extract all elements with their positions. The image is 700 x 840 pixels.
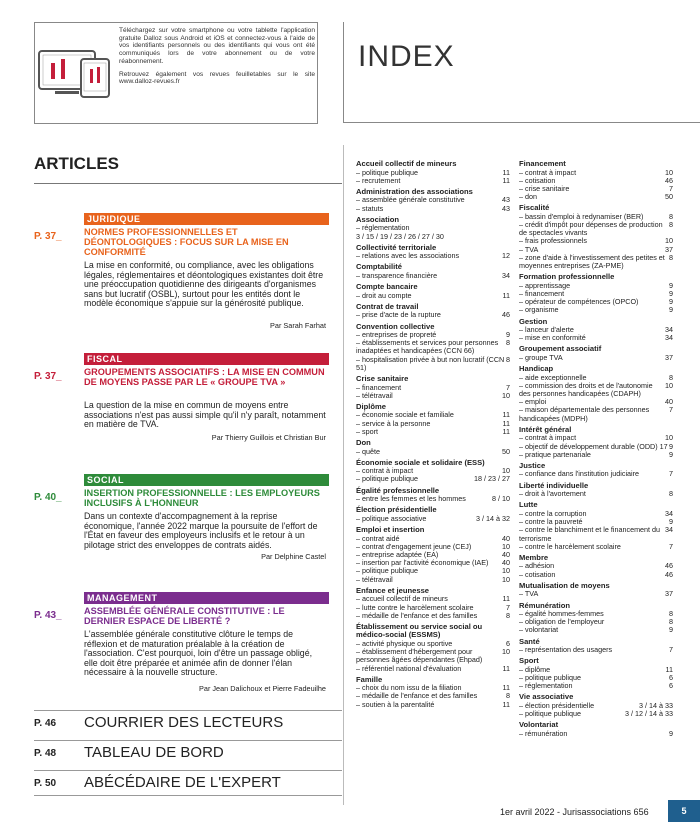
index-entry-label: – médaille de l'enfance et des familles — [356, 691, 478, 701]
index-heading: Vie associative — [519, 692, 574, 702]
index-entry[interactable] — [519, 710, 673, 718]
index-entry-label: – accueil collectif de mineurs — [356, 594, 448, 604]
index-column-left — [356, 157, 510, 709]
index-heading: Financement — [519, 159, 566, 168]
page-row-abecedaire[interactable] — [34, 770, 342, 796]
footer-issue: 1er avril 2022 - Jurisassociations 656 — [500, 807, 649, 817]
article-management[interactable] — [34, 592, 326, 704]
index-entry-page: 40 — [502, 549, 510, 559]
page-row-label[interactable]: ABÉCÉDAIRE DE L'EXPERT — [84, 774, 281, 791]
index-heading: Comptabilité — [356, 262, 402, 272]
index-entry[interactable] — [519, 306, 673, 314]
index-entry[interactable] — [519, 490, 673, 498]
index-entry-label: – contrat à impact — [356, 466, 414, 476]
index-entry-label: – rémunération — [519, 728, 568, 738]
index-entry-label: – commission des droits et de l'autonomie des personnes handicapées (CDAPH) — [519, 380, 653, 399]
index-entry-label: – mise en conformité — [519, 333, 586, 343]
article-author: Par Jean Dalichoux et Pierre Fadeuilhe — [199, 684, 326, 693]
article-social[interactable] — [34, 474, 326, 574]
index-entry[interactable] — [519, 185, 673, 193]
index-entry-page: 40 — [502, 533, 510, 543]
index-entry-page: 7 — [669, 469, 673, 479]
index-entry-page: 10 — [665, 236, 673, 246]
section-bar-fiscal: FISCAL — [84, 353, 329, 365]
index-heading: Élection présidentielle — [356, 505, 437, 515]
index-entry[interactable] — [356, 448, 510, 456]
page-row-ref: P. 46 — [34, 718, 57, 729]
index-heading: Famille — [356, 674, 383, 684]
article-title[interactable]: NORMES PROFESSIONNELLES ET DÉONTOLOGIQUES : FOCUS SUR LA MISE EN CONFORMITÉ — [84, 227, 289, 257]
index-entry-page: 8 / 10 — [492, 494, 510, 504]
index-entry-label: – égalité hommes-femmes — [519, 609, 604, 619]
index-entry-label: – politique publique — [356, 566, 418, 576]
index-entry-label: – groupe TVA — [519, 352, 563, 362]
article-juridique[interactable] — [34, 213, 326, 333]
index-heading: Égalité professionnelle — [356, 485, 440, 495]
app-promo-box — [34, 22, 318, 124]
article-title[interactable]: ASSEMBLÉE GÉNÉRALE CONSTITUTIVE : LE DERNIER ESPACE DE LIBERTÉ ? — [84, 606, 285, 626]
index-entry-label: – transparence financière — [356, 270, 438, 280]
index-column-right — [519, 157, 673, 738]
index-entry-label: – zone d'aide à l'investissement des petites et moyennes entreprises (ZA-PME) — [519, 252, 665, 271]
index-entry-page: 10 — [502, 466, 510, 476]
index-entry-page: 9 — [669, 441, 673, 451]
article-author: Par Sarah Farhat — [270, 321, 326, 330]
index-entry[interactable] — [356, 205, 510, 213]
article-page-ref: P. 43_ — [34, 610, 62, 621]
index-entry-label: – contre la corruption — [519, 508, 587, 518]
index-entry[interactable] — [356, 576, 510, 584]
index-entry-label: – lanceur d'alerte — [519, 325, 574, 335]
index-entry-page: 9 — [506, 330, 510, 340]
article-title[interactable]: GROUPEMENTS ASSOCIATIFS : LA MISE EN COMMUN DE MOYENS PASSE PAR LE « GROUPE TVA » — [84, 367, 325, 387]
index-entry-page: 8 — [669, 489, 673, 499]
index-heading: Diplôme — [356, 401, 386, 411]
section-bar-social: SOCIAL — [84, 474, 329, 486]
article-page-ref: P. 37_ — [34, 371, 62, 382]
index-entry-label: – contrat d'engagement jeune (CEJ) — [356, 541, 472, 551]
index-heading: Groupement associatif — [519, 344, 602, 354]
index-entry[interactable] — [519, 406, 673, 422]
index-heading: Fiscalité — [519, 203, 550, 213]
index-entry-page: 11 — [665, 664, 673, 674]
index-entry[interactable] — [519, 730, 673, 738]
index-entry-page: 9 — [669, 728, 673, 738]
article-summary: L'assemblée générale constitutive clôture le temps de réflexion et de maturation préalable à la création de l'association. C'est pourquoi, loin d'être un passage obligé, elle doit être préparée et animée afin de donner l'élan nécessaire à la nouvelle structure. — [84, 629, 313, 678]
index-heading: Formation professionnelle — [519, 272, 615, 282]
index-entry-label: – activité physique ou sportive — [356, 638, 453, 648]
index-entry-label: – recrutement — [356, 175, 401, 185]
index-entry-page: 3 / 14 à 33 — [639, 700, 673, 710]
index-entry-label: – contre le blanchiment et le financement du terrorisme — [519, 525, 661, 543]
index-entry-page: 11 — [502, 426, 510, 436]
index-entry-page: 8 — [669, 220, 673, 230]
index-entry[interactable] — [356, 665, 510, 673]
promo-text — [119, 27, 315, 91]
index-entry-page: 11 — [502, 290, 510, 300]
devices-icon — [37, 45, 115, 101]
index-entry[interactable] — [519, 682, 673, 690]
index-entry[interactable] — [356, 701, 510, 709]
index-entry-page: 7 — [669, 405, 673, 415]
index-entry-label: – choix du nom issu de la filiation — [356, 683, 462, 693]
index-entry-label: – contrat à impact — [519, 433, 577, 443]
index-entry[interactable] — [356, 515, 510, 523]
index-entry-page: 8 — [506, 354, 510, 364]
index-heading: Emploi et insertion — [356, 525, 425, 535]
index-entry-page: 11 — [502, 594, 510, 604]
index-entry-label: – médaille de l'enfance et des familles — [356, 610, 478, 620]
index-entry-page: 10 — [502, 566, 510, 576]
article-title[interactable]: INSERTION PROFESSIONNELLE : LES EMPLOYEURS INCLUSIFS À L'HONNEUR — [84, 488, 320, 508]
page-row-label[interactable]: COURRIER DES LECTEURS — [84, 714, 284, 731]
index-entry-page: 7 — [506, 602, 510, 612]
index-entry-label: – établissement d'hébergement pour personnes âgées dépendantes (Ehpad) — [356, 647, 483, 665]
index-entry-label: – entreprises de propreté — [356, 330, 437, 340]
index-entry[interactable] — [356, 272, 510, 280]
page-row-courrier[interactable] — [34, 710, 342, 735]
index-entry-label: – maison départementale des personnes handicapées (MDPH) — [519, 405, 650, 423]
index-entry-page: 37 — [665, 352, 673, 362]
index-entry-label: – économie sociale et familiale — [356, 410, 454, 420]
index-entry-label: – contrat à impact — [519, 167, 577, 177]
index-entry-page: 34 — [665, 525, 673, 535]
index-entry-label: – hospitalisation privée à but non lucratif (CCN 51) — [356, 354, 505, 372]
index-heading: Mutualisation de moyens — [519, 580, 610, 590]
index-heading: Volontariat — [519, 720, 559, 730]
index-entry-label: – diplôme — [519, 664, 551, 674]
index-entry-page: 43 — [502, 203, 510, 213]
index-entry-label: – entre les femmes et les hommes — [356, 494, 466, 504]
page-number-badge: 5 — [668, 800, 700, 822]
index-entry-label: – politique publique — [356, 474, 418, 484]
index-entry-page: 40 — [665, 397, 673, 407]
index-entry-label: – soutien à la parentalité — [356, 699, 435, 709]
index-entry-label: – financement — [519, 288, 565, 298]
index-entry[interactable] — [519, 237, 673, 245]
index-entry-label: – cotisation — [519, 175, 556, 185]
index-entry-label: – crédit d'impôt pour dépenses de production de spectacles vivants — [519, 220, 663, 238]
index-entry-page: 10 — [665, 167, 673, 177]
index-heading: Handicap — [519, 364, 554, 374]
index-entry[interactable] — [519, 221, 673, 237]
index-entry-label: – réglementation — [519, 681, 573, 691]
index-entry-label: – prise d'acte de la rupture — [356, 310, 441, 320]
index-entry-label: – financement — [356, 382, 402, 392]
index-entry-page: 9 — [669, 305, 673, 315]
index-entry[interactable] — [519, 646, 673, 654]
index-heading: Enfance et jeunesse — [356, 585, 430, 595]
index-entry-label: – relations avec les associations — [356, 251, 460, 261]
index-entry-page: 11 — [502, 167, 510, 177]
index-entry-label: – frais professionnels — [519, 236, 587, 246]
index-entry[interactable] — [519, 334, 673, 342]
index-heading: Collectivité territoriale — [356, 242, 437, 252]
index-entry-page: 11 — [502, 683, 510, 693]
index-entry-label: – confiance dans l'institution judiciaire — [519, 469, 640, 479]
index-entry-page: 8 — [506, 691, 510, 701]
index-entry-page: 8 — [669, 372, 673, 382]
index-entry[interactable] — [356, 495, 510, 503]
index-entry-page: 8 — [506, 610, 510, 620]
index-entry-page: 3 / 14 à 32 — [476, 513, 510, 523]
index-entry[interactable] — [519, 451, 673, 459]
index-entry-page: 10 — [502, 647, 510, 657]
index-entry-page: 43 — [502, 195, 510, 205]
index-entry-page: 9 — [669, 449, 673, 459]
page-row-ref: P. 50 — [34, 778, 57, 789]
index-entry-page: 6 — [669, 673, 673, 683]
index-entry-label: – statuts — [356, 203, 384, 213]
index-entry[interactable] — [519, 382, 673, 398]
index-entry-page: 10 — [665, 380, 673, 390]
index-heading: Intérêt général — [519, 424, 572, 434]
section-bar-juridique: JURIDIQUE — [84, 213, 329, 225]
index-entry[interactable] — [356, 233, 510, 241]
index-heading: Convention collective — [356, 321, 435, 331]
article-page-ref: P. 37_ — [34, 231, 62, 242]
index-entry-page: 10 — [665, 433, 673, 443]
index-entry-label: – droit à l'avortement — [519, 489, 586, 499]
index-heading: Sport — [519, 656, 539, 666]
index-entry-label: – apprentissage — [519, 280, 571, 290]
promo-paragraph-1: Téléchargez sur votre smartphone ou votre tablette l'application gratuite Dalloz sous Android et iOS et connectez-vous à l'aide de vos identifiants personnels ou des identifiants qui vous ont été communiqués lors de votre abonnement ou de votre réabonnement. — [119, 27, 315, 65]
article-summary: La question de la mise en commun de moyens entre associations n'est pas aussi simple qu'il n'y paraît, notamment en matière de TVA. — [84, 400, 326, 430]
index-entry-page: 11 — [502, 663, 510, 673]
index-heading: Accueil collectif de mineurs — [356, 159, 457, 168]
index-entry[interactable] — [356, 311, 510, 319]
index-entry-page: 34 — [502, 270, 510, 280]
index-entry-page: 8 — [669, 617, 673, 627]
index-entry[interactable] — [356, 648, 510, 664]
index-entry-page: 37 — [665, 589, 673, 599]
index-entry-label: – sport — [356, 426, 378, 436]
articles-divider — [34, 183, 342, 184]
index-entry-label: – crise sanitaire — [519, 183, 570, 193]
index-entry-label: – obligation de l'employeur — [519, 617, 605, 627]
index-entry-label: – élection présidentielle — [519, 700, 595, 710]
index-entry-label: – pratique partenariale — [519, 449, 591, 459]
index-entry-label: – politique publique — [519, 709, 581, 719]
index-entry-label: – volontariat — [519, 625, 559, 635]
index-entry-page: 7 — [669, 645, 673, 655]
index-entry-page: 11 — [502, 410, 510, 420]
page-row-label[interactable]: TABLEAU DE BORD — [84, 744, 224, 761]
index-entry-label: – lutte contre le harcèlement scolaire — [356, 602, 474, 612]
index-entry-label: – contrat aidé — [356, 533, 400, 543]
index-entry-page: 46 — [665, 175, 673, 185]
index-entry-page: 11 — [502, 175, 510, 185]
index-entry[interactable] — [356, 420, 510, 428]
index-entry-page: 37 — [665, 244, 673, 254]
index-heading: Membre — [519, 552, 549, 562]
index-entry[interactable] — [356, 339, 510, 355]
index-entry[interactable] — [356, 292, 510, 300]
index-heading: Contrat de travail — [356, 301, 419, 311]
index-heading: Don — [356, 438, 371, 448]
index-entry-page: 46 — [665, 569, 673, 579]
index-heading: Rémunération — [519, 600, 571, 610]
index-entry-label: – TVA — [519, 244, 539, 254]
index-entry-label: – télétravail — [356, 574, 393, 584]
index-entry-page: 9 — [669, 517, 673, 527]
index-heading: Établissement ou service social ou médico-social (ESSMS) — [356, 621, 483, 640]
index-entry[interactable] — [356, 475, 510, 483]
index-entry-page: 7 — [506, 382, 510, 392]
articles-title: ARTICLES — [34, 154, 119, 173]
index-entry-page: 9 — [669, 625, 673, 635]
index-entry-page: 10 — [502, 390, 510, 400]
index-entry-page: 40 — [502, 558, 510, 568]
index-entry[interactable] — [519, 470, 673, 478]
index-entry-page: 46 — [665, 561, 673, 571]
index-entry-label: – organisme — [519, 305, 559, 315]
index-entry-page: 11 — [502, 418, 510, 428]
index-entry[interactable] — [356, 252, 510, 260]
index-entry-label: – objectif de développement durable (ODD) 17 — [519, 441, 668, 451]
index-entry-label: – quête — [356, 446, 380, 456]
index-entry-page: 9 — [669, 280, 673, 290]
index-heading: Justice — [519, 460, 546, 470]
index-heading: Association — [356, 214, 400, 224]
index-entry-page: 8 — [506, 338, 510, 348]
index-entry-page: 10 — [502, 541, 510, 551]
index-entry-label: – adhésion — [519, 561, 555, 571]
index-entry-page: 8 — [669, 252, 673, 262]
index-entry-page: 7 — [669, 183, 673, 193]
index-entry-page: 12 — [502, 251, 510, 261]
index-entry-label: 3 / 15 / 19 / 23 / 26 / 27 / 30 — [356, 231, 444, 241]
index-heading: Économie sociale et solidaire (ESS) — [356, 457, 485, 467]
index-entry-label: – politique publique — [356, 167, 418, 177]
page-row-tableau[interactable] — [34, 740, 342, 765]
index-entry-page: 34 — [665, 333, 673, 343]
index-entry-page: 10 — [502, 574, 510, 584]
index-entry[interactable] — [356, 612, 510, 620]
index-entry[interactable] — [519, 543, 673, 551]
index-entry-page: 6 — [506, 638, 510, 648]
article-fiscal[interactable] — [34, 353, 326, 445]
section-bar-management: MANAGEMENT — [84, 592, 329, 604]
index-entry-page: 9 — [669, 297, 673, 307]
index-entry-label: – insertion par l'activité économique (IAE) — [356, 558, 489, 568]
index-entry-page: 6 — [669, 681, 673, 691]
index-entry[interactable] — [519, 526, 673, 542]
index-entry-page: 50 — [502, 446, 510, 456]
index-heading: Lutte — [519, 500, 538, 510]
article-page-ref: P. 40_ — [34, 492, 62, 503]
index-entry-label: – bassin d'emploi à redynamiser (BER) — [519, 211, 644, 221]
column-separator — [343, 145, 344, 805]
index-entry-page: 7 — [669, 541, 673, 551]
article-author: Par Thierry Guillois et Christian Bur — [211, 433, 326, 442]
index-entry-page: 8 — [669, 609, 673, 619]
index-heading: Gestion — [519, 316, 548, 326]
index-entry-label: – contre le harcèlement scolaire — [519, 541, 621, 551]
index-entry-label: – assemblée générale constitutive — [356, 195, 465, 205]
index-entry-page: 34 — [665, 508, 673, 518]
index-entry[interactable] — [519, 254, 673, 270]
index-heading: Crise sanitaire — [356, 374, 409, 384]
index-heading: Compte bancaire — [356, 282, 418, 292]
index-entry-label: – TVA — [519, 589, 539, 599]
index-entry-label: – référentiel national d'évaluation — [356, 663, 462, 673]
article-author: Par Delphine Castel — [261, 552, 326, 561]
article-summary: La mise en conformité, ou compliance, avec les obligations légales, réglementaires et déontologiques existantes doit être une préoccupation quotidienne des dirigeants d'organismes sans but lucratif (OSBL), surtout pour les entités dont le modèle économique s'appuie sur la générosité publique. — [84, 260, 324, 309]
index-entry-label: – service à la personne — [356, 418, 431, 428]
index-entry-page: 34 — [665, 325, 673, 335]
index-entry-label: – télétravail — [356, 390, 393, 400]
index-entry-label: – aide exceptionnelle — [519, 372, 587, 382]
index-heading: Liberté individuelle — [519, 480, 589, 490]
index-heading: Administration des associations — [356, 186, 473, 196]
index-entry-label: – réglementation — [356, 223, 410, 233]
index-entry-label: – entreprise adaptée (EA) — [356, 549, 439, 559]
index-entry[interactable] — [356, 356, 510, 372]
index-entry-label: – don — [519, 192, 537, 202]
article-summary: Dans un contexte d'accompagnement à la reprise économique, l'année 2022 marque la poursuite de l'effort de l'État en faveur des employeurs inclusifs et le retour à un pilotage strict des enveloppes de contrats aidés. — [84, 511, 318, 550]
index-entry-label: – politique publique — [519, 673, 581, 683]
index-entry-page: 46 — [502, 310, 510, 320]
index-entry[interactable] — [519, 193, 673, 201]
index-entry[interactable] — [356, 177, 510, 185]
index-title: INDEX — [358, 40, 455, 73]
index-entry-page: 9 — [669, 288, 673, 298]
index-entry-label: – emploi — [519, 397, 547, 407]
index-entry[interactable] — [519, 354, 673, 362]
index-entry-label: – établissements et services pour personnes inadaptées et handicapées (CCN 66) — [356, 338, 499, 356]
index-entry[interactable] — [356, 428, 510, 436]
index-entry-page: 50 — [665, 192, 673, 202]
index-entry-label: – droit au compte — [356, 290, 412, 300]
promo-paragraph-2: Retrouvez également vos revues feuilletables sur le site www.dalloz-revues.fr — [119, 70, 315, 86]
page-row-ref: P. 48 — [34, 748, 57, 759]
index-entry[interactable] — [519, 590, 673, 598]
index-entry-page: 3 / 12 / 14 à 33 — [625, 709, 673, 719]
index-entry-label: – contre la pauvreté — [519, 517, 583, 527]
index-entry[interactable] — [356, 392, 510, 400]
index-heading: Santé — [519, 636, 540, 646]
index-entry-page: 11 — [502, 699, 510, 709]
index-entry-label: – cotisation — [519, 569, 556, 579]
index-entry[interactable] — [519, 571, 673, 579]
index-entry-label: – représentation des usagers — [519, 645, 613, 655]
index-entry-label: – politique associative — [356, 513, 427, 523]
index-entry-label: – opérateur de compétences (OPCO) — [519, 297, 639, 307]
index-entry-page: 18 / 23 / 27 — [474, 474, 510, 484]
index-entry-page: 8 — [669, 211, 673, 221]
index-entry[interactable] — [519, 626, 673, 634]
